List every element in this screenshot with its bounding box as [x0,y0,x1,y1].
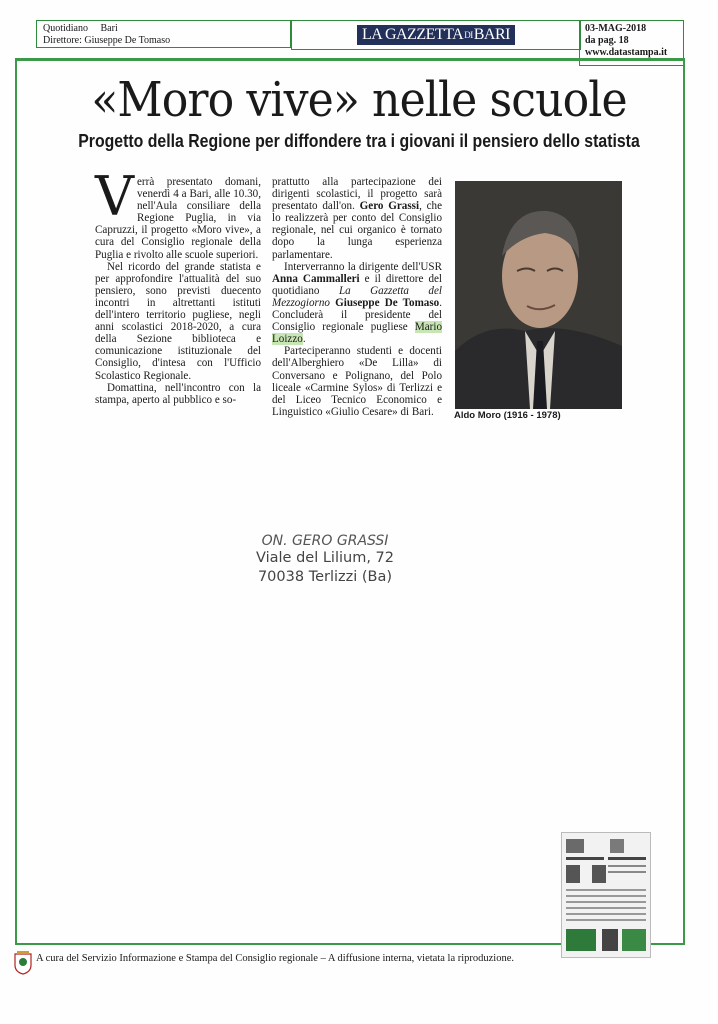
region-crest-icon [14,951,32,975]
paragraph: Domattina, nell'incontro con la stampa, aperto al pubblico e so- [95,381,261,406]
article-column-1 [95,165,261,406]
address-stamp [190,533,460,587]
newspaper-city: Bari [100,23,118,34]
portrait-illustration [455,181,622,409]
newspaper-type: Quotidiano [43,23,88,34]
page-thumbnail [561,832,651,958]
paragraph: Verrà presentato domani, venerdì 4 a Bari, alle 10.30, nell'Aula consiliare della Regione Puglia, in via Capruzzi, il progetto «Moro vive», a cura del Consiglio regionale della Puglia e rivolto alle scuole superiori. [95,165,261,261]
article-column-2 [272,176,442,418]
publication-date: 03-MAG-2018 [585,23,647,34]
page-ref: da pag. 18 [585,35,629,46]
drop-cap: V [95,165,134,228]
portrait-photo [455,181,622,409]
stamp-city: 70038 Terlizzi (Ba) [257,569,393,585]
photo-caption: Aldo Moro (1916 - 1978) [454,410,561,421]
stamp-name: ON. GERO GRASSI [261,533,389,549]
paragraph: Nel ricordo del grande statista e per approfondire l'attualità del suo pensiero, sono previsti duecento incontri in altrettanti istituti dell'intero territorio pugliese, negli anni scolastici 2018-2020, a cura della Sezione biblioteca e comunicazione istituzionale del Consiglio, d'intesa con l'Ufficio Scolastico Regionale. [95,260,261,382]
thumbnail-illustration [562,833,650,957]
source-site: www.datastampa.it [585,47,668,58]
stamp-street: Viale del Lilium, 72 [256,550,394,566]
article-subtitle: Progetto della Regione per diffondere tra i giovani il pensiero dello statista [78,131,640,151]
newspaper-director: Direttore: Giuseppe De Tomaso [43,35,171,46]
newspaper-logo: LA GAZZETTADIBARI [357,25,515,45]
highlighted-name: Mario [414,321,442,334]
paragraph: prattutto alla partecipazione dei dirigenti scolastici, il progetto sarà presentato dall'on. Gero Grassi, che lo realizzerà per conto del Consiglio regionale, nel cui organico è tornato dopo la lunga esperienza parlamentare. [272,176,443,261]
paragraph: Interverranno la dirigente dell'USR Anna Cammalleri e il direttore del quotidiano La Gazzetta del Mezzogiorno Giuseppe De Tomaso. Concluderà il presidente del Consiglio regionale pugliese Mario Loizzo. [272,260,443,346]
header-source-box [36,20,291,48]
article-title: «Moro vive» nelle scuole [91,72,627,128]
footer-note: A cura del Servizio Informazione e Stampa del Consiglio regionale – A diffusione interna, vietata la riproduzione. [36,953,515,964]
highlighted-name: Loizzo [272,333,303,346]
header-logo-box [291,20,581,50]
paragraph: Parteciperanno studenti e docenti dell'Alberghiero «De Lilla» di Conversano e Polignano, del Polo liceale «Carmine Sylos» di Terlizzi e del Liceo Tecnico Economico e Linguistico «Giulio Cesare» di Bari. [272,345,442,418]
